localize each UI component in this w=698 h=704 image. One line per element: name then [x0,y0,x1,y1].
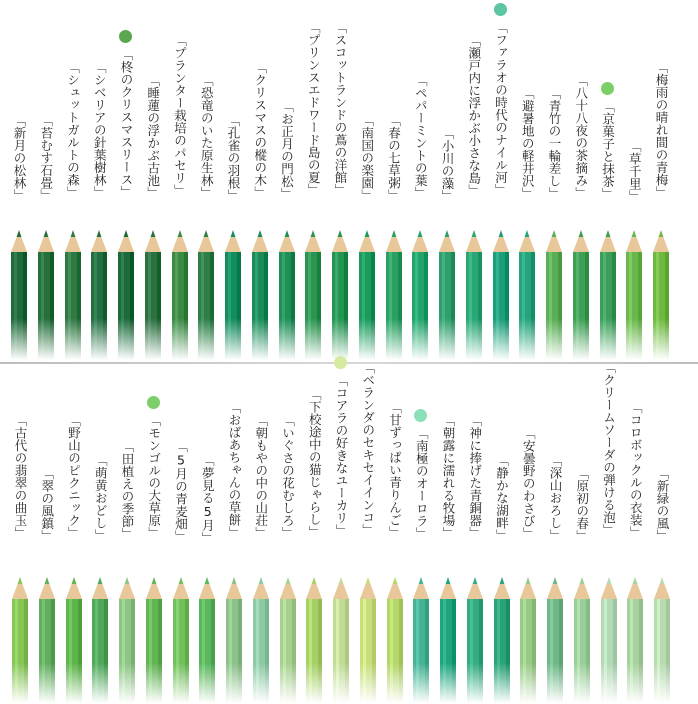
pencil-color-name: 「下校途中の猫じゃらし」 [307,387,323,538]
colored-pencil [279,230,295,360]
pencil-item [141,364,167,704]
pencil-color-name: 「原初の春」 [574,466,590,542]
pencil-color-name: 「シベリアの針葉樹林」 [92,60,108,199]
pencil-item [140,0,166,362]
pencil-color-name: 「スコットランドの蔦の洋館」 [333,21,348,197]
pencil-color-name: 「安曇野のわさび」 [521,427,537,540]
colored-pencil [627,577,643,703]
pencil-item [622,364,648,704]
pencil-item [354,0,380,362]
colored-pencil [145,230,161,360]
pencil-item [435,364,461,704]
colored-pencil [306,577,322,703]
pencil-color-name: 「野山のピクニック」 [66,414,82,539]
colored-pencil [65,230,81,360]
colored-pencil [574,577,590,703]
pencil-item [301,364,327,704]
pencil-item [167,0,193,362]
pencil-color-name: 「春の七草粥」 [386,113,402,202]
pencil-item [87,364,113,704]
colored-pencil [440,577,456,703]
pencil-color-name: 「シュットガルトの森」 [65,60,81,199]
pencil-item [621,0,647,362]
colored-pencil [252,230,268,360]
pencil-color-name: 「ペパーミントの葉」 [413,74,429,199]
pencil-item [542,364,568,704]
pencil-color-name: 「新月の松林」 [12,113,27,202]
pencil-color-name: 「夢見る5月」 [200,453,216,544]
pencil-item [328,364,354,704]
pencil-item [596,361,622,704]
marker-dot-icon [119,30,132,43]
pencil-item [275,364,301,704]
pencil-color-name: 「静かな湖畔」 [494,453,510,542]
pencil-item [381,0,407,362]
colored-pencil [520,577,536,703]
pencil-color-name: 「南国の楽園」 [359,113,375,202]
colored-pencil [253,577,269,703]
pencil-item [408,364,434,704]
colored-pencil [119,577,135,703]
pencil-color-name: 「深山おろし」 [548,453,563,542]
colored-pencil [38,230,54,360]
pencil-color-name: 「朝露に濡れる牧場」 [441,414,456,539]
marker-dot-icon [414,409,427,422]
pencil-item [248,364,274,704]
pencil-item [6,0,32,362]
colored-pencil [653,230,669,360]
pencil-item [194,364,220,704]
colored-pencil [546,230,562,360]
colored-pencil [386,230,402,360]
pencil-item [300,0,326,362]
colored-pencil [387,577,403,703]
pencil-color-name: 「睡蓮の浮かぶ古池」 [145,74,161,199]
colored-pencil [494,577,510,703]
pencil-item [247,0,273,362]
pencil-item [462,364,488,704]
pencil-color-name: 「ファラオの時代のナイル河」 [493,21,509,197]
pencil-color-name: 「梅雨の晴れ間の青梅」 [654,60,669,199]
pencil-item [489,364,515,704]
colored-pencil [626,230,642,360]
pencil-color-name: 「お正月の門松」 [279,100,295,201]
pencil-color-name: 「柊のクリスマスリース」 [119,47,134,198]
pencil-item [595,0,621,362]
pencil-item [274,0,300,362]
pencil-item [168,364,194,704]
pencil-color-name: 「八十八夜の茶摘み」 [573,74,589,199]
colored-pencil [359,230,375,360]
pencil-item [649,364,675,704]
pencil-color-name: 「おばあちゃんの草餅」 [227,400,242,539]
colored-pencil [439,230,455,360]
colored-pencil [466,230,482,360]
colored-pencil [173,577,189,703]
colored-pencil [601,577,617,703]
pencil-color-name: 「甘ずっぱい青りんご」 [387,400,403,539]
pencil-row-2 [0,361,698,704]
pencil-color-name: 「翠の風鎮」 [39,466,55,542]
colored-pencil [91,230,107,360]
pencil-color-name: 「避暑地の軽井沢」 [520,87,536,200]
pencil-item [515,364,541,704]
marker-dot-icon [601,82,614,95]
pencil-color-name: 「プリンスエドワード島の夏」 [306,21,322,197]
pencil-item [61,364,87,704]
colored-pencil [198,230,214,360]
pencil-color-name: 「クリスマスの樅の木」 [252,60,268,199]
pencil-color-name: 「神に捧げた青銅器」 [467,414,483,539]
pencil-item [114,364,140,704]
colored-pencil [172,230,188,360]
pencil-item [193,0,219,362]
pencil-item [648,0,674,362]
colored-pencil [333,577,349,703]
colored-pencil [39,577,55,703]
pencil-color-name: 「古代の翡翠の曲玉」 [13,414,28,539]
pencil-item [488,0,514,362]
pencil-item [569,364,595,704]
pencil-color-name: 「恐竜のいた原生林」 [199,74,215,199]
pencil-color-name: 「いぐさの花むしろ」 [280,414,296,539]
pencil-item [382,364,408,704]
pencil-item [220,0,246,362]
pencil-color-name: 「コアラの好きなユーカリ」 [334,374,349,537]
pencil-color-name: 「小川の藻」 [440,126,455,202]
colored-pencil [146,577,162,703]
pencil-item [461,0,487,362]
colored-pencil [600,230,616,360]
colored-pencil [92,577,108,703]
pencil-item [514,0,540,362]
pencil-item [33,0,59,362]
colored-pencil [493,230,509,360]
colored-pencil [226,577,242,703]
pencil-color-name: 「南極のオーロラ」 [414,427,430,540]
pencil-item [407,0,433,362]
marker-dot-icon [494,3,507,16]
pencil-color-name: 「京菓子と抹茶」 [600,100,616,201]
pencil-color-name: 「クリームソーダの弾ける泡」 [601,361,617,537]
pencil-item [113,0,139,362]
colored-pencil [413,577,429,703]
pencil-item [86,0,112,362]
colored-pencil [654,577,670,703]
colored-pencil [11,230,27,360]
pencil-item [434,0,460,362]
pencil-color-name: 「コロボックルの衣装」 [628,400,644,539]
pencil-item [355,361,381,704]
colored-pencil [199,577,215,703]
pencil-item [327,0,353,362]
marker-dot-icon [147,396,160,409]
pencil-color-name: 「孔雀の羽根」 [226,113,241,202]
colored-pencil [360,577,376,703]
pencil-item [568,0,594,362]
pencil-color-name: 「モンゴルの大草原」 [146,414,162,539]
pencil-color-name: 「朝もやの中の山荘」 [253,414,269,539]
colored-pencil [467,577,483,703]
pencil-item [541,0,567,362]
colored-pencil [519,230,535,360]
colored-pencil [225,230,241,360]
pencil-color-name: 「萌黄おどし」 [93,453,109,542]
pencil-color-name: 「青竹の一輪差し」 [547,87,562,200]
marker-dot-icon [334,356,347,369]
pencil-color-name: 「プランター栽培のパセリ」 [172,34,188,197]
colored-pencil [547,577,563,703]
colored-pencil [332,230,348,360]
pencil-color-name: 「草千里」 [627,140,643,203]
pencil-color-name: 「5月の青麦畑」 [173,440,189,543]
colored-pencil [280,577,296,703]
colored-pencil [66,577,82,703]
pencil-item [221,364,247,704]
pencil-color-name: 「新緑の風」 [655,466,670,542]
colored-pencil [573,230,589,360]
pencil-item [34,364,60,704]
colored-pencil [305,230,321,360]
colored-pencil [412,230,428,360]
pencil-color-name: 「瀬戸内に浮かぶ小さな島」 [466,34,482,197]
pencil-color-name: 「苔むす石畳」 [38,113,54,202]
colored-pencil [118,230,134,360]
pencil-color-name: 「田植えの季節」 [120,440,135,541]
pencil-item [60,0,86,362]
pencil-color-name: 「ベランダのセキセイインコ」 [360,361,376,537]
pencil-item [7,364,33,704]
colored-pencil [12,577,28,703]
